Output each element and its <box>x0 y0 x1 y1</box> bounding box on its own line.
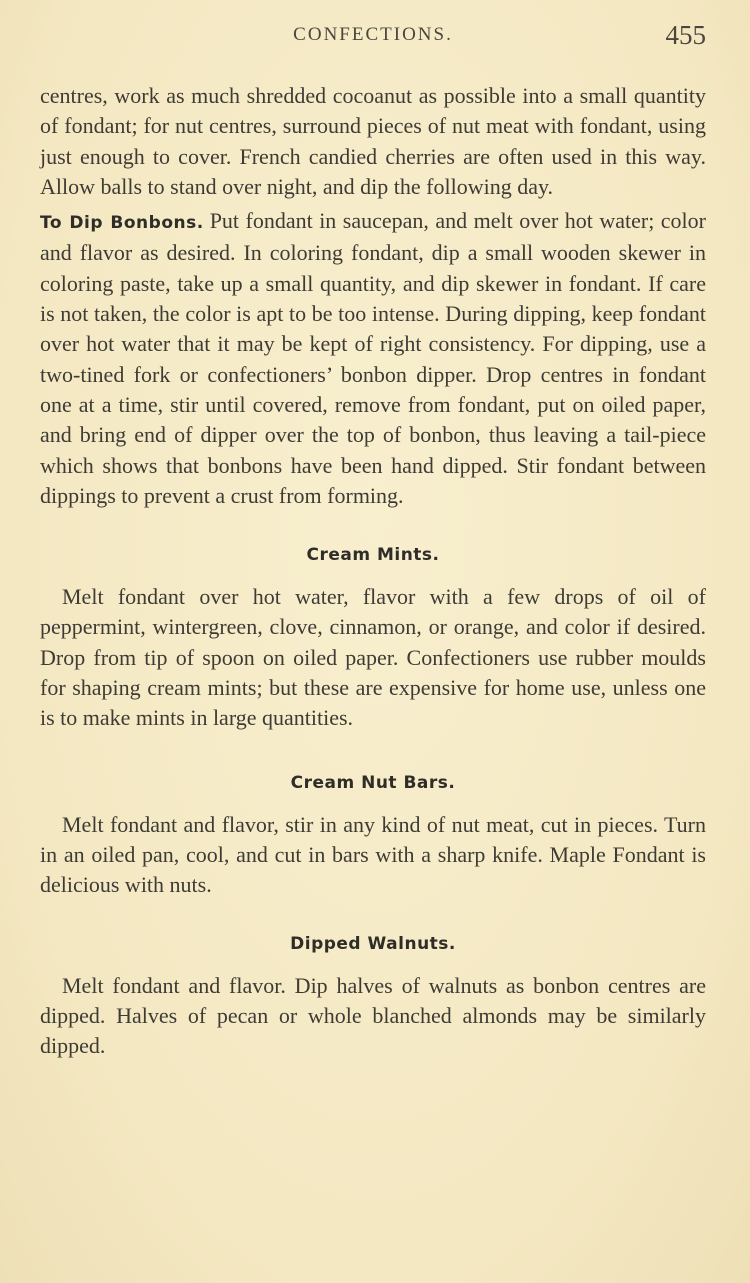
running-title: CONFECTIONS. <box>293 24 453 45</box>
dipped-walnuts-heading: Dipped Walnuts. <box>290 933 456 954</box>
cream-nut-bars-text: Melt fondant and flavor, stir in any kind of nut meat, cut in pieces. Turn in an oiled pan, cool, and cut in bars with a sharp knife. Maple Fondant is delicious with nuts. <box>40 811 706 898</box>
dip-bonbons-heading: To Dip Bonbons. <box>40 213 204 234</box>
dipped-walnuts-text: Melt fondant and flavor. Dip halves of walnuts as bonbon centres are dipped. Halves of pecan or whole blanched almonds may be similarly dipped. <box>40 972 706 1059</box>
cream-nut-bars-heading: Cream Nut Bars. <box>290 772 456 793</box>
continuation-paragraph: centres, work as much shredded cocoanut as possible into a small quantity of fondant; for nut centres, surround pieces of nut meat with fondant, using just enough to cover. French candied cherries are often used in this way. Allow balls to stand over night, and dip the following day. <box>40 83 706 199</box>
cream-mints-text: Melt fondant over hot water, flavor with a few drops of oil of peppermint, wintergreen, clove, cinnamon, or orange, and color if desired. Drop from tip of spoon on oiled paper. Confectioners use rubber moulds for shaping cream mints; but these are expensive for home use, unless one is to make mints in large quantities. <box>40 584 706 731</box>
page-number: 455 <box>665 20 706 50</box>
running-head <box>40 20 706 54</box>
cream-mints-heading: Cream Mints. <box>306 545 440 566</box>
dip-bonbons-text: Put fondant in saucepan, and melt over hot water; color and flavor as desired. In coloring fondant, dip a small wooden skewer in coloring paste, take up a small quantity, and dip skewer in fondant. If care is not taken, the color is apt to be too intense. During dipping, keep fondant over hot water that it may be kept of right consistency. For dipping, use a two-tined fork or confectioners’ bonbon dipper. Drop centres in fondant one at a time, stir until covered, remove from fondant, put on oiled paper, and bring end of dipper over the top of bonbon, thus leaving a tail-piece which shows that bonbons have been hand dipped. Stir fondant between dippings to prevent a crust from forming. <box>40 208 706 508</box>
dip-bonbons-paragraph <box>40 206 706 511</box>
